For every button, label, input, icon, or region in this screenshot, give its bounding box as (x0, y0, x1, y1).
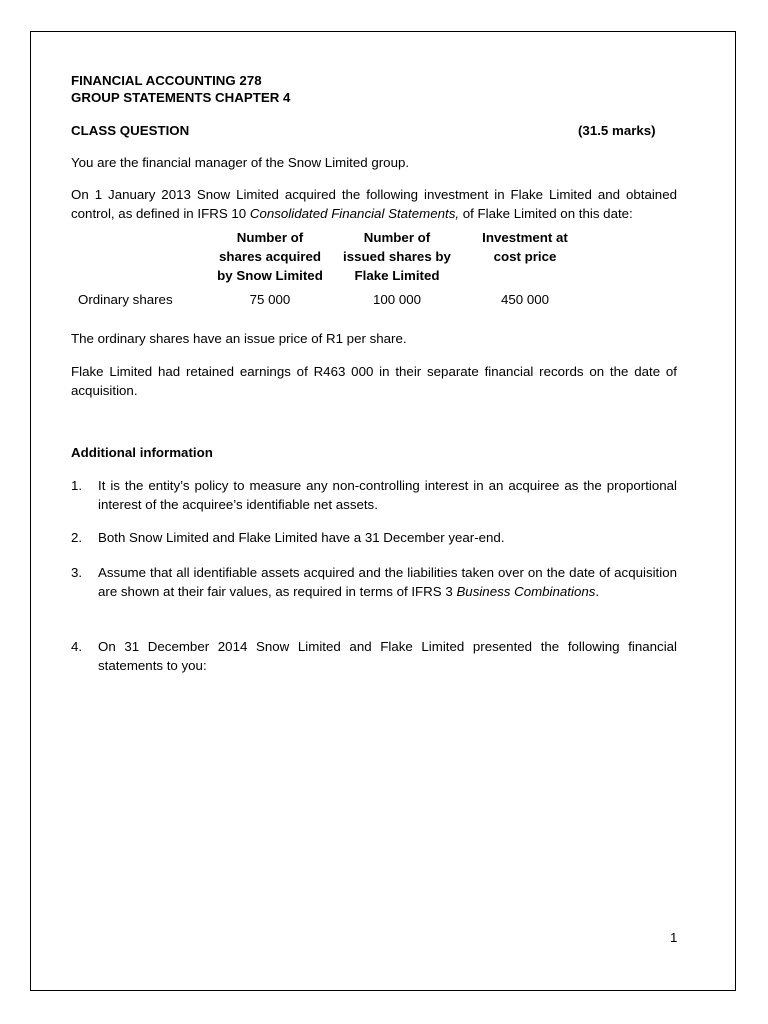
list-item-number: 1. (71, 478, 83, 493)
retained-earnings-paragraph: Flake Limited had retained earnings of R463 000 in their separate financial records on the date of acquisition. (71, 364, 677, 398)
table-header-line: Investment at (482, 230, 568, 245)
table-row-label: Ordinary shares (78, 292, 173, 307)
chapter-title: GROUP STATEMENTS CHAPTER 4 (71, 90, 291, 105)
list-item-number: 4. (71, 639, 83, 654)
intro-paragraph: You are the financial manager of the Snow Limited group. (71, 155, 410, 170)
table-header-line: cost price (493, 249, 557, 264)
table-cell-shares-acquired: 75 000 (249, 292, 291, 307)
additional-info-heading: Additional information (71, 445, 213, 460)
table-header-investment (460, 228, 590, 266)
table-header-issued-shares (332, 228, 462, 285)
table-header-line: Number of (363, 230, 431, 245)
list-item-text-part: Assume that all identifiable assets acquired and the liabilities taken over on the date of acquisition are shown at their fair values, as required in terms of IFRS 3 (98, 565, 677, 599)
table-header-line: Number of (236, 230, 304, 245)
list-item-text: On 31 December 2014 Snow Limited and Flake Limited presented the following financial statements to you: (98, 639, 677, 673)
question-marks: (31.5 marks) (578, 123, 656, 138)
standard-title: Business Combinations (456, 584, 596, 599)
table-header-line: shares acquired (219, 249, 321, 264)
acquisition-text-2: of Flake Limited on this date: (459, 206, 633, 221)
table-header-shares-acquired (205, 228, 335, 285)
table-header-line: issued shares by (343, 249, 451, 264)
page-number: 1 (670, 930, 678, 945)
issue-price-paragraph: The ordinary shares have an issue price of R1 per share. (71, 331, 407, 346)
table-cell-investment: 450 000 (500, 292, 550, 307)
list-item-text (98, 563, 677, 601)
table-header-line: by Snow Limited (217, 268, 323, 283)
table-cell-issued-shares: 100 000 (372, 292, 422, 307)
list-item-text: It is the entity’s policy to measure any non-controlling interest in an acquiree as the proportional interest of the acquiree’s identifiable net assets. (98, 478, 677, 512)
list-item-number: 2. (71, 530, 83, 545)
acquisition-text-1: On 1 January 2013 Snow Limited acquired the following investment in Flake Limited and obtained control, as defined in IFRS 10 (71, 187, 677, 221)
list-item-number: 3. (71, 565, 83, 580)
table-header-line: Flake Limited (354, 268, 440, 283)
list-item-text: Both Snow Limited and Flake Limited have a 31 December year-end. (98, 530, 505, 545)
list-item-text-part: . (595, 584, 600, 599)
question-title: CLASS QUESTION (71, 123, 190, 138)
acquisition-standard-title: Consolidated Financial Statements, (249, 206, 460, 221)
course-title: FINANCIAL ACCOUNTING 278 (71, 73, 262, 88)
acquisition-paragraph (71, 185, 677, 223)
